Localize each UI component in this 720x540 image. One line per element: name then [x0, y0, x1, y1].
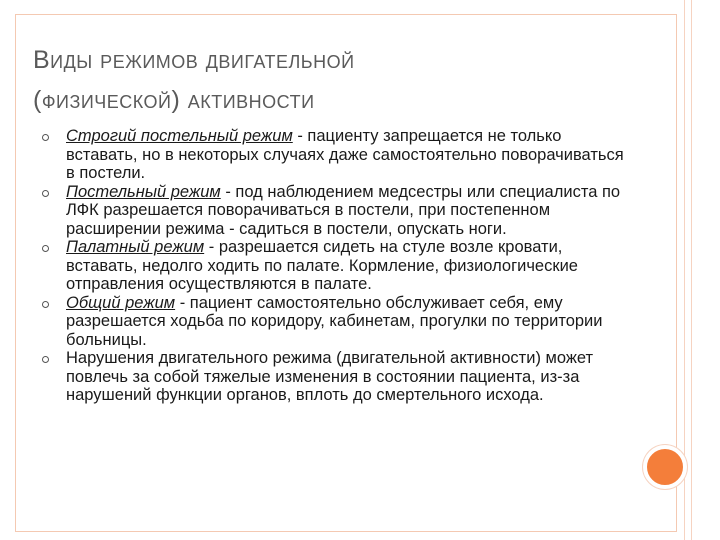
slide-title: [33, 40, 633, 120]
regime-description: - разрешается сидеть на стуле возле кровати, вставать, недолго ходить по палате. Кормление, физиологические отправления осуществляются в палате.: [66, 238, 578, 293]
regime-term: Постельный режим: [66, 182, 221, 201]
circle-bullet-icon: [42, 245, 49, 252]
title-line-2: (физической) активности: [33, 86, 315, 114]
regime-term: Строгий постельный режим: [66, 127, 293, 145]
circle-bullet-icon: [42, 134, 49, 141]
regime-term: Общий режим: [66, 293, 176, 312]
orange-circle-decoration: [643, 445, 687, 489]
bullet-list: [42, 127, 627, 405]
list-item: [42, 183, 627, 239]
regime-term: Палатный режим: [66, 238, 205, 256]
conclusion-text: Нарушения двигательного режима (двигательной активности) может повлечь за собой тяжелые изменения в состоянии пациента, из-за нарушений функции органов, вплоть до смертельного исхода.: [66, 349, 594, 404]
circle-bullet-icon: [42, 301, 49, 308]
regime-description: - под наблюдением медсестры или специалиста по ЛФК разрешается поворачиваться в постели, при постепенном расширении режима - садиться в постели, опускать ноги.: [66, 182, 621, 238]
regime-description: - пациенту запрещается не только вставать, но в некоторых случаях даже самостоятельно поворачиваться в постели.: [66, 127, 624, 182]
circle-bullet-icon: [42, 356, 49, 363]
regime-description: - пациент самостоятельно обслуживает себя, ему разрешается ходьба по коридору, кабинетам, прогулки по территории больницы.: [66, 293, 603, 349]
list-item: [42, 349, 627, 405]
list-item: [42, 127, 627, 183]
circle-bullet-icon: [42, 190, 49, 197]
list-item: [42, 238, 627, 294]
title-line-1: Виды режимов двигательной: [33, 46, 355, 74]
list-item: [42, 294, 627, 350]
